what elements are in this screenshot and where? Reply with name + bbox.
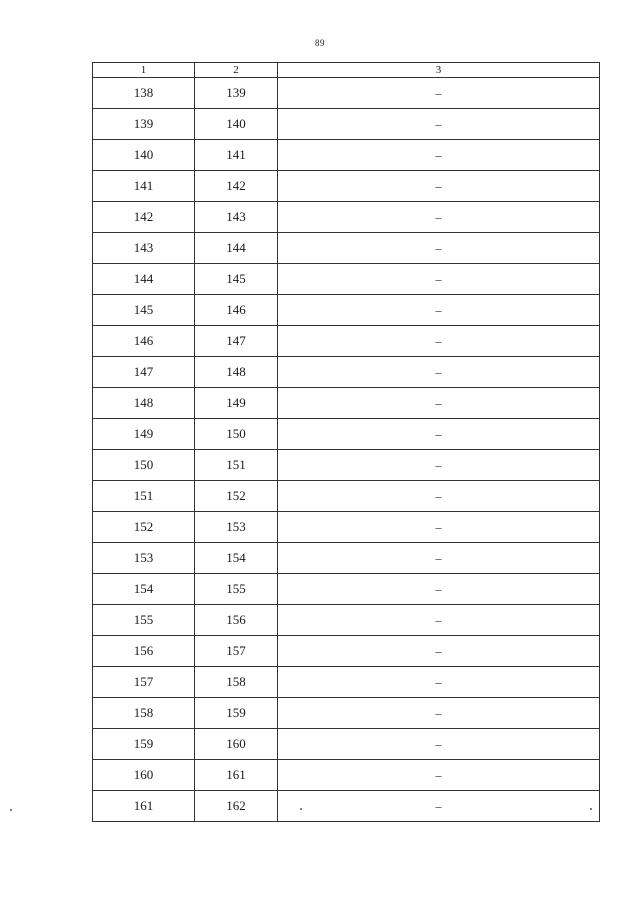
scan-speck	[300, 808, 302, 810]
dash-mark: –	[435, 148, 442, 162]
cell-col-1: 154	[93, 574, 195, 605]
cell-col-1: 138	[93, 78, 195, 109]
cell-col-2: 139	[195, 78, 278, 109]
dash-mark: –	[435, 272, 442, 286]
cell-col-1: 153	[93, 543, 195, 574]
cell-col-3	[278, 171, 600, 202]
cell-col-2: 155	[195, 574, 278, 605]
table-body	[93, 78, 600, 822]
dash-mark: –	[435, 241, 442, 255]
dash-mark: –	[435, 489, 442, 503]
table-row	[93, 388, 600, 419]
cell-col-2: 160	[195, 729, 278, 760]
cell-col-2: 146	[195, 295, 278, 326]
cell-col-1: 155	[93, 605, 195, 636]
dash-mark: –	[435, 644, 442, 658]
cell-col-1: 146	[93, 326, 195, 357]
cell-col-2: 159	[195, 698, 278, 729]
column-header-2: 2	[195, 63, 278, 78]
table-row	[93, 140, 600, 171]
cell-col-1: 150	[93, 450, 195, 481]
cell-col-3	[278, 605, 600, 636]
cell-col-3	[278, 667, 600, 698]
cell-col-3	[278, 388, 600, 419]
cell-col-3	[278, 450, 600, 481]
dash-mark: –	[435, 334, 442, 348]
cell-col-3	[278, 326, 600, 357]
dash-mark: –	[435, 706, 442, 720]
dash-mark: –	[435, 365, 442, 379]
dash-mark: –	[435, 210, 442, 224]
column-header-3: 3	[278, 63, 600, 78]
cell-col-2: 158	[195, 667, 278, 698]
data-table	[92, 62, 600, 822]
cell-col-1: 157	[93, 667, 195, 698]
dash-mark: –	[435, 613, 442, 627]
table-row	[93, 295, 600, 326]
table-row	[93, 202, 600, 233]
cell-col-1: 147	[93, 357, 195, 388]
table-row	[93, 791, 600, 822]
dash-mark: –	[435, 303, 442, 317]
scan-speck	[10, 809, 12, 811]
cell-col-2: 153	[195, 512, 278, 543]
cell-col-3	[278, 729, 600, 760]
cell-col-2: 141	[195, 140, 278, 171]
table-row	[93, 481, 600, 512]
table-row	[93, 760, 600, 791]
table-row	[93, 419, 600, 450]
cell-col-3	[278, 233, 600, 264]
page-number: 89	[315, 38, 325, 48]
dash-mark: –	[435, 768, 442, 782]
cell-col-3	[278, 109, 600, 140]
cell-col-3	[278, 295, 600, 326]
cell-col-2: 154	[195, 543, 278, 574]
column-header-1: 1	[93, 63, 195, 78]
table-row	[93, 357, 600, 388]
table-row	[93, 233, 600, 264]
dash-mark: –	[435, 551, 442, 565]
cell-col-1: 148	[93, 388, 195, 419]
cell-col-2: 157	[195, 636, 278, 667]
cell-col-1: 144	[93, 264, 195, 295]
cell-col-3	[278, 202, 600, 233]
dash-mark: –	[435, 396, 442, 410]
cell-col-3	[278, 78, 600, 109]
cell-col-2: 156	[195, 605, 278, 636]
cell-col-2: 148	[195, 357, 278, 388]
cell-col-3	[278, 481, 600, 512]
cell-col-2: 140	[195, 109, 278, 140]
cell-col-2: 145	[195, 264, 278, 295]
table-header	[93, 63, 600, 78]
header-row	[93, 63, 600, 78]
dash-mark: –	[435, 520, 442, 534]
cell-col-1: 159	[93, 729, 195, 760]
cell-col-2: 149	[195, 388, 278, 419]
table-row	[93, 512, 600, 543]
dash-mark: –	[435, 86, 442, 100]
cell-col-1: 151	[93, 481, 195, 512]
table-row	[93, 264, 600, 295]
cell-col-1: 160	[93, 760, 195, 791]
cell-col-3	[278, 357, 600, 388]
cell-col-2: 144	[195, 233, 278, 264]
table-row	[93, 667, 600, 698]
table-row	[93, 109, 600, 140]
cell-col-1: 156	[93, 636, 195, 667]
dash-mark: –	[435, 582, 442, 596]
table-row	[93, 605, 600, 636]
cell-col-3	[278, 264, 600, 295]
table-row	[93, 78, 600, 109]
dash-mark: –	[435, 799, 442, 813]
cell-col-2: 150	[195, 419, 278, 450]
cell-col-3	[278, 140, 600, 171]
table-row	[93, 574, 600, 605]
table-row	[93, 729, 600, 760]
dash-mark: –	[435, 737, 442, 751]
cell-col-1: 139	[93, 109, 195, 140]
cell-col-3	[278, 574, 600, 605]
cell-col-2: 162	[195, 791, 278, 822]
scan-speck	[590, 808, 592, 810]
cell-col-1: 145	[93, 295, 195, 326]
cell-col-2: 151	[195, 450, 278, 481]
table-row	[93, 171, 600, 202]
dash-mark: –	[435, 675, 442, 689]
table-row	[93, 698, 600, 729]
cell-col-1: 149	[93, 419, 195, 450]
cell-col-3	[278, 760, 600, 791]
dash-mark: –	[435, 458, 442, 472]
cell-col-2: 152	[195, 481, 278, 512]
cell-col-3	[278, 543, 600, 574]
cell-col-3	[278, 636, 600, 667]
cell-col-1: 161	[93, 791, 195, 822]
table-row	[93, 450, 600, 481]
cell-col-2: 147	[195, 326, 278, 357]
cell-col-3	[278, 791, 600, 822]
cell-col-3	[278, 698, 600, 729]
table-row	[93, 326, 600, 357]
table-row	[93, 636, 600, 667]
cell-col-3	[278, 419, 600, 450]
dash-mark: –	[435, 117, 442, 131]
dash-mark: –	[435, 427, 442, 441]
cell-col-1: 152	[93, 512, 195, 543]
cell-col-1: 142	[93, 202, 195, 233]
cell-col-3	[278, 512, 600, 543]
dash-mark: –	[435, 179, 442, 193]
cell-col-1: 140	[93, 140, 195, 171]
cell-col-2: 161	[195, 760, 278, 791]
cell-col-2: 143	[195, 202, 278, 233]
table-row	[93, 543, 600, 574]
cell-col-1: 158	[93, 698, 195, 729]
cell-col-1: 143	[93, 233, 195, 264]
cell-col-2: 142	[195, 171, 278, 202]
cell-col-1: 141	[93, 171, 195, 202]
